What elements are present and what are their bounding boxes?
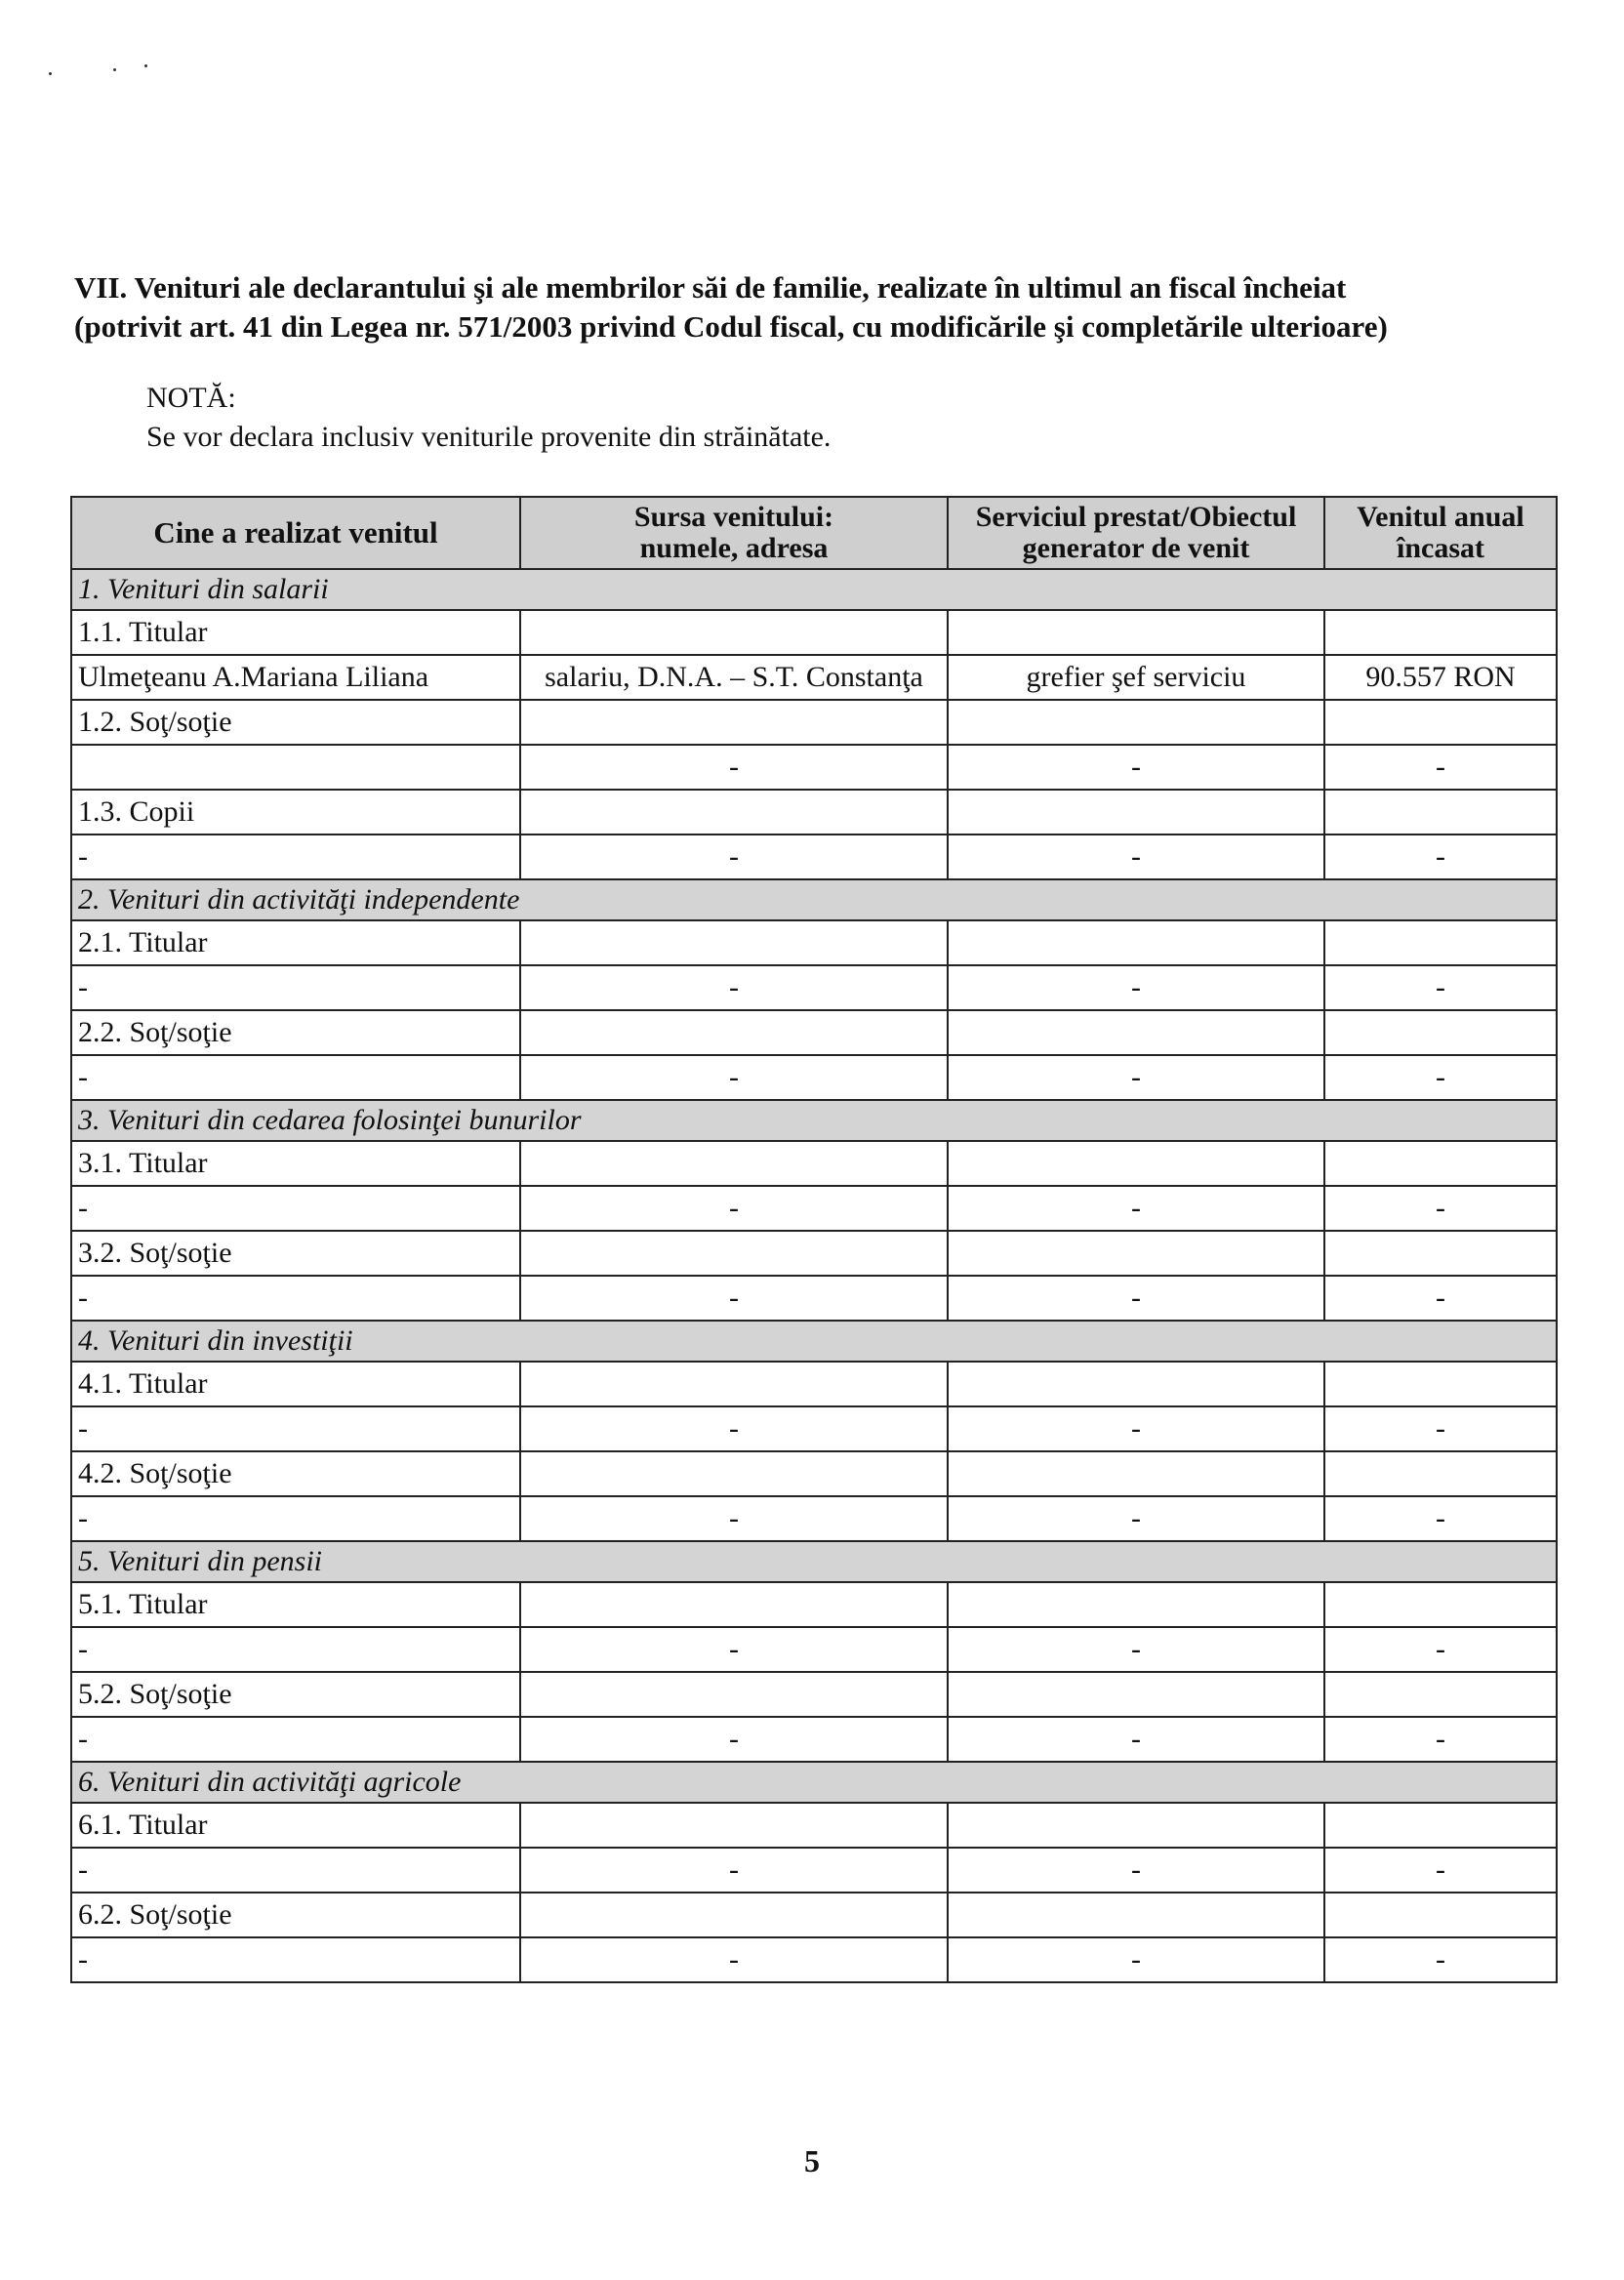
table-row <box>71 1406 1557 1451</box>
cell-income <box>1324 790 1557 835</box>
cell-income <box>1324 1010 1557 1055</box>
page-number: 5 <box>804 2143 820 2178</box>
table-row <box>71 1848 1557 1893</box>
section-title: 2. Venituri din activităţi independente <box>71 879 1557 920</box>
cell-source <box>520 1010 948 1055</box>
section-title: 5. Venituri din pensii <box>71 1541 1557 1582</box>
cell-income <box>1324 1362 1557 1406</box>
table-row <box>71 1276 1557 1321</box>
header-service: Serviciul prestat/Obiectul generator de venit <box>948 497 1324 569</box>
table-row <box>71 790 1557 835</box>
cell-source <box>520 1362 948 1406</box>
cell-who: - <box>71 1937 520 1982</box>
table-row <box>71 610 1557 655</box>
cell-service: grefier şef serviciu <box>948 655 1324 700</box>
header-source: Sursa venitului: numele, adresa <box>520 497 948 569</box>
cell-income: - <box>1324 1496 1557 1541</box>
cell-income <box>1324 920 1557 965</box>
cell-source <box>520 700 948 745</box>
cell-source <box>520 1231 948 1276</box>
cell-source: salariu, D.N.A. – S.T. Constanţa <box>520 655 948 700</box>
cell-who: - <box>71 1406 520 1451</box>
cell-income <box>1324 1803 1557 1848</box>
cell-income: - <box>1324 1055 1557 1100</box>
income-table <box>70 496 1558 1983</box>
table-row <box>71 700 1557 745</box>
cell-service <box>948 1803 1324 1848</box>
table-row <box>71 1186 1557 1231</box>
table-row <box>71 1717 1557 1762</box>
cell-service <box>948 1141 1324 1186</box>
cell-who: 1.2. Soţ/soţie <box>71 700 520 745</box>
cell-service: - <box>948 1406 1324 1451</box>
cell-income: - <box>1324 1186 1557 1231</box>
scan-specks <box>49 61 166 80</box>
cell-service <box>948 1010 1324 1055</box>
table-row <box>71 1937 1557 1982</box>
cell-who: 5.2. Soţ/soţie <box>71 1672 520 1717</box>
cell-service <box>948 790 1324 835</box>
table-row <box>71 745 1557 790</box>
cell-who: 2.1. Titular <box>71 920 520 965</box>
cell-income: - <box>1324 1276 1557 1321</box>
table-row <box>71 1582 1557 1627</box>
cell-income: - <box>1324 965 1557 1010</box>
cell-who: - <box>71 1496 520 1541</box>
table-row <box>71 1362 1557 1406</box>
cell-income <box>1324 1231 1557 1276</box>
cell-income <box>1324 610 1557 655</box>
cell-who: - <box>71 1627 520 1672</box>
cell-source: - <box>520 965 948 1010</box>
section-row <box>71 879 1557 920</box>
cell-income <box>1324 700 1557 745</box>
cell-income <box>1324 1672 1557 1717</box>
cell-source <box>520 790 948 835</box>
cell-who: - <box>71 1055 520 1100</box>
cell-income <box>1324 1582 1557 1627</box>
cell-source <box>520 1893 948 1937</box>
table-row <box>71 655 1557 700</box>
cell-who: 1.1. Titular <box>71 610 520 655</box>
table-row <box>71 1893 1557 1937</box>
cell-service: - <box>948 1848 1324 1893</box>
cell-service: - <box>948 1055 1324 1100</box>
heading-line-2: (potrivit art. 41 din Legea nr. 571/2003 privind Codul fiscal, cu modificările şi completările ulterioare) <box>74 309 1388 344</box>
section-title: 6. Venituri din activităţi agricole <box>71 1762 1557 1803</box>
section-row <box>71 1321 1557 1362</box>
cell-source: - <box>520 835 948 879</box>
cell-source: - <box>520 1848 948 1893</box>
cell-who: - <box>71 1717 520 1762</box>
cell-service <box>948 1582 1324 1627</box>
income-table-body <box>71 569 1557 1982</box>
cell-source: - <box>520 1717 948 1762</box>
section-row <box>71 569 1557 610</box>
table-row <box>71 1496 1557 1541</box>
cell-service <box>948 1672 1324 1717</box>
cell-source: - <box>520 1186 948 1231</box>
table-row <box>71 965 1557 1010</box>
cell-service <box>948 1451 1324 1496</box>
table-row <box>71 1141 1557 1186</box>
cell-who: - <box>71 965 520 1010</box>
cell-service: - <box>948 1627 1324 1672</box>
cell-who: 5.1. Titular <box>71 1582 520 1627</box>
table-row <box>71 1672 1557 1717</box>
note-label: NOTĂ: <box>146 382 236 414</box>
note-block <box>146 379 831 457</box>
cell-service: - <box>948 965 1324 1010</box>
cell-who: 3.2. Soţ/soţie <box>71 1231 520 1276</box>
cell-source <box>520 1582 948 1627</box>
cell-service <box>948 920 1324 965</box>
cell-who: - <box>71 1848 520 1893</box>
table-row <box>71 1451 1557 1496</box>
cell-source: - <box>520 1496 948 1541</box>
cell-who: - <box>71 835 520 879</box>
cell-who: 3.1. Titular <box>71 1141 520 1186</box>
header-who: Cine a realizat venitul <box>71 497 520 569</box>
section-heading <box>74 268 1562 346</box>
cell-income: - <box>1324 1406 1557 1451</box>
cell-income: - <box>1324 745 1557 790</box>
cell-who: 4.2. Soţ/soţie <box>71 1451 520 1496</box>
table-row <box>71 920 1557 965</box>
note-text: Se vor declara inclusiv veniturile provenite din străinătate. <box>146 421 832 453</box>
cell-income: - <box>1324 1627 1557 1672</box>
cell-income: - <box>1324 835 1557 879</box>
cell-income: - <box>1324 1848 1557 1893</box>
cell-service: - <box>948 835 1324 879</box>
cell-source: - <box>520 1406 948 1451</box>
table-row <box>71 1803 1557 1848</box>
cell-income <box>1324 1893 1557 1937</box>
table-row <box>71 1010 1557 1055</box>
cell-who: - <box>71 1186 520 1231</box>
cell-service: - <box>948 745 1324 790</box>
heading-line-1: VII. Venituri ale declarantului şi ale membrilor săi de familie, realizate în ultimul an fiscal încheiat <box>74 270 1347 305</box>
section-title: 4. Venituri din investiţii <box>71 1321 1557 1362</box>
cell-income <box>1324 1141 1557 1186</box>
section-row <box>71 1100 1557 1141</box>
cell-source: - <box>520 745 948 790</box>
cell-source <box>520 1141 948 1186</box>
header-income: Venitul anual încasat <box>1324 497 1557 569</box>
cell-source: - <box>520 1276 948 1321</box>
cell-service <box>948 1362 1324 1406</box>
cell-income: - <box>1324 1717 1557 1762</box>
cell-who: Ulmeţeanu A.Mariana Liliana <box>71 655 520 700</box>
cell-service <box>948 700 1324 745</box>
cell-source <box>520 610 948 655</box>
cell-who: 1.3. Copii <box>71 790 520 835</box>
table-row <box>71 835 1557 879</box>
table-row <box>71 1055 1557 1100</box>
cell-service <box>948 1893 1324 1937</box>
cell-service: - <box>948 1276 1324 1321</box>
cell-service: - <box>948 1186 1324 1231</box>
cell-income: - <box>1324 1937 1557 1982</box>
cell-who <box>71 745 520 790</box>
cell-source <box>520 1451 948 1496</box>
table-row <box>71 1627 1557 1672</box>
cell-who: 6.1. Titular <box>71 1803 520 1848</box>
section-title: 1. Venituri din salarii <box>71 569 1557 610</box>
cell-service: - <box>948 1496 1324 1541</box>
cell-source <box>520 1803 948 1848</box>
cell-service: - <box>948 1937 1324 1982</box>
cell-who: 2.2. Soţ/soţie <box>71 1010 520 1055</box>
section-title: 3. Venituri din cedarea folosinţei bunurilor <box>71 1100 1557 1141</box>
section-row <box>71 1762 1557 1803</box>
cell-who: - <box>71 1276 520 1321</box>
cell-income: 90.557 RON <box>1324 655 1557 700</box>
cell-source <box>520 920 948 965</box>
cell-who: 6.2. Soţ/soţie <box>71 1893 520 1937</box>
cell-service: - <box>948 1717 1324 1762</box>
cell-income <box>1324 1451 1557 1496</box>
cell-source: - <box>520 1627 948 1672</box>
table-row <box>71 1231 1557 1276</box>
cell-who: 4.1. Titular <box>71 1362 520 1406</box>
cell-source <box>520 1672 948 1717</box>
cell-service <box>948 1231 1324 1276</box>
section-row <box>71 1541 1557 1582</box>
cell-source: - <box>520 1937 948 1982</box>
cell-service <box>948 610 1324 655</box>
cell-source: - <box>520 1055 948 1100</box>
table-header-row <box>71 497 1557 569</box>
